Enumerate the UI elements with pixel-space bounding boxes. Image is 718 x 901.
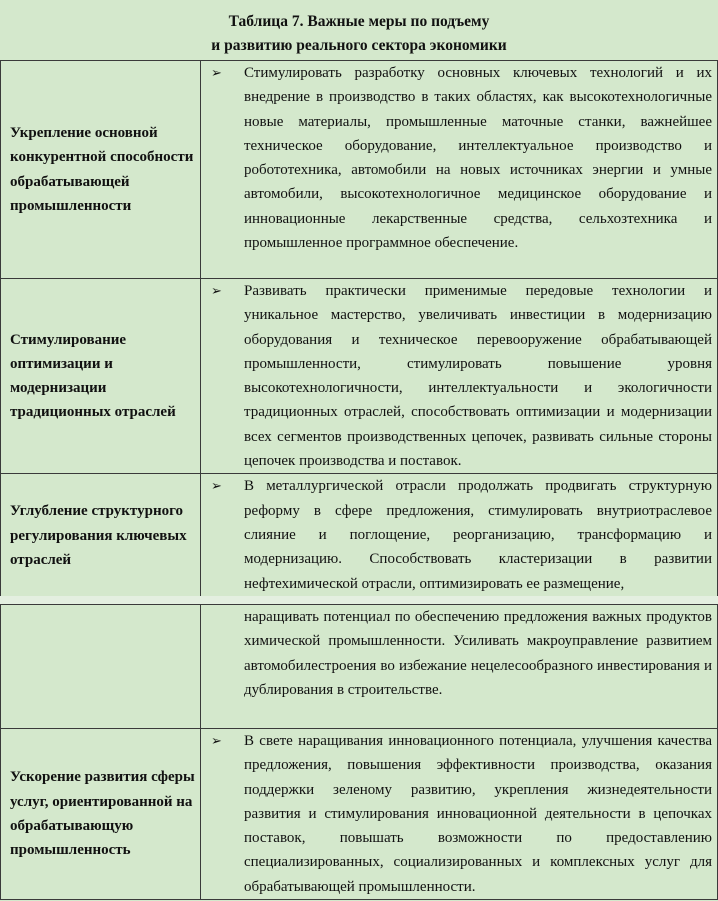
continued-text: наращивать потенциал по обеспечению предложения важных продуктов химической промышленности. Усиливать макроуправление развитием автомобилестроения во избежание нецелесообразного инвестирования и дублирования в строительстве. <box>244 609 712 698</box>
page-break <box>0 596 718 604</box>
row-content <box>201 279 718 474</box>
table-title-line-1: Таблица 7. Важные меры по подъему <box>228 13 490 30</box>
arrow-bullet-icon: ➢ <box>211 733 222 748</box>
arrow-bullet-icon: ➢ <box>211 283 222 298</box>
row-content <box>201 61 718 279</box>
list-item <box>211 474 712 595</box>
table-row <box>1 279 718 474</box>
list-item <box>211 61 712 255</box>
measures-table-part-2 <box>0 604 718 900</box>
table-title-line-2: и развитию реального сектора экономики <box>211 37 507 54</box>
list-item <box>211 729 712 899</box>
arrow-bullet-icon: ➢ <box>211 65 222 80</box>
measures-table-part-1 <box>0 60 718 598</box>
row-label: Стимулирование оптимизации и модернизации традиционных отраслей <box>1 279 201 474</box>
item-text: В металлургической отрасли продолжать продвигать структурную реформу в сфере предложения, стимулировать внутриотраслевое слияние и поглощение, реорганизацию, трансформацию и модернизацию. Способствовать кластеризации в развитии нефтехимической отрасли, оптимизировать ее размещение, <box>244 478 712 592</box>
row-content <box>201 729 718 900</box>
item-text: Развивать практически применимые передовые технологии и уникальное мастерство, увеличивать инвестиции в модернизацию оборудования и техническое перевооружение обрабатывающей промышленности, стимулировать повышение уровня высокотехнологичности, интеллектуальности и экологичности традиционных отраслей, способствовать оптимизации и модернизации всех сегментов производственных цепочек, развивать сильные стороны цепочек производства и поставок. <box>244 283 712 470</box>
table-title <box>0 10 718 58</box>
table-row <box>1 605 718 729</box>
row-label <box>1 605 201 729</box>
table-row <box>1 729 718 900</box>
row-content <box>201 474 718 598</box>
table-row <box>1 61 718 279</box>
table-row <box>1 474 718 598</box>
item-text: В свете наращивания инновационного потенциала, улучшения качества предложения, повышения эффективности производства, оказания поддержки зеленому развитию, укрепления жизнедеятельности развития и стимулирования инновационной деятельности в цепочках поставок, повышать возможности по предоставлению специализированных, социализированных и комплексных услуг для обрабатывающей промышленности. <box>244 733 712 895</box>
row-label: Ускорение развития сферы услуг, ориентированной на обрабатывающую промышленность <box>1 729 201 900</box>
row-label: Углубление структурного регулирования ключевых отраслей <box>1 474 201 598</box>
row-content <box>201 605 718 729</box>
arrow-bullet-icon: ➢ <box>211 478 222 494</box>
row-label: Укрепление основной конкурентной способности обрабатывающей промышленности <box>1 61 201 279</box>
list-item <box>211 279 712 473</box>
item-text: Стимулировать разработку основных ключевых технологий и их внедрение в производство в таких областях, как высокотехнологичные новые материалы, промышленные маточные станки, важнейшее техническое оборудование, интеллектуальное производство и робототехника, автомобили на новых источниках энергии и умные автомобили, высокотехнологичное медицинское оборудование и инновационные лекарственные средства, сельхозтехника и промышленное программное обеспечение. <box>244 65 712 252</box>
